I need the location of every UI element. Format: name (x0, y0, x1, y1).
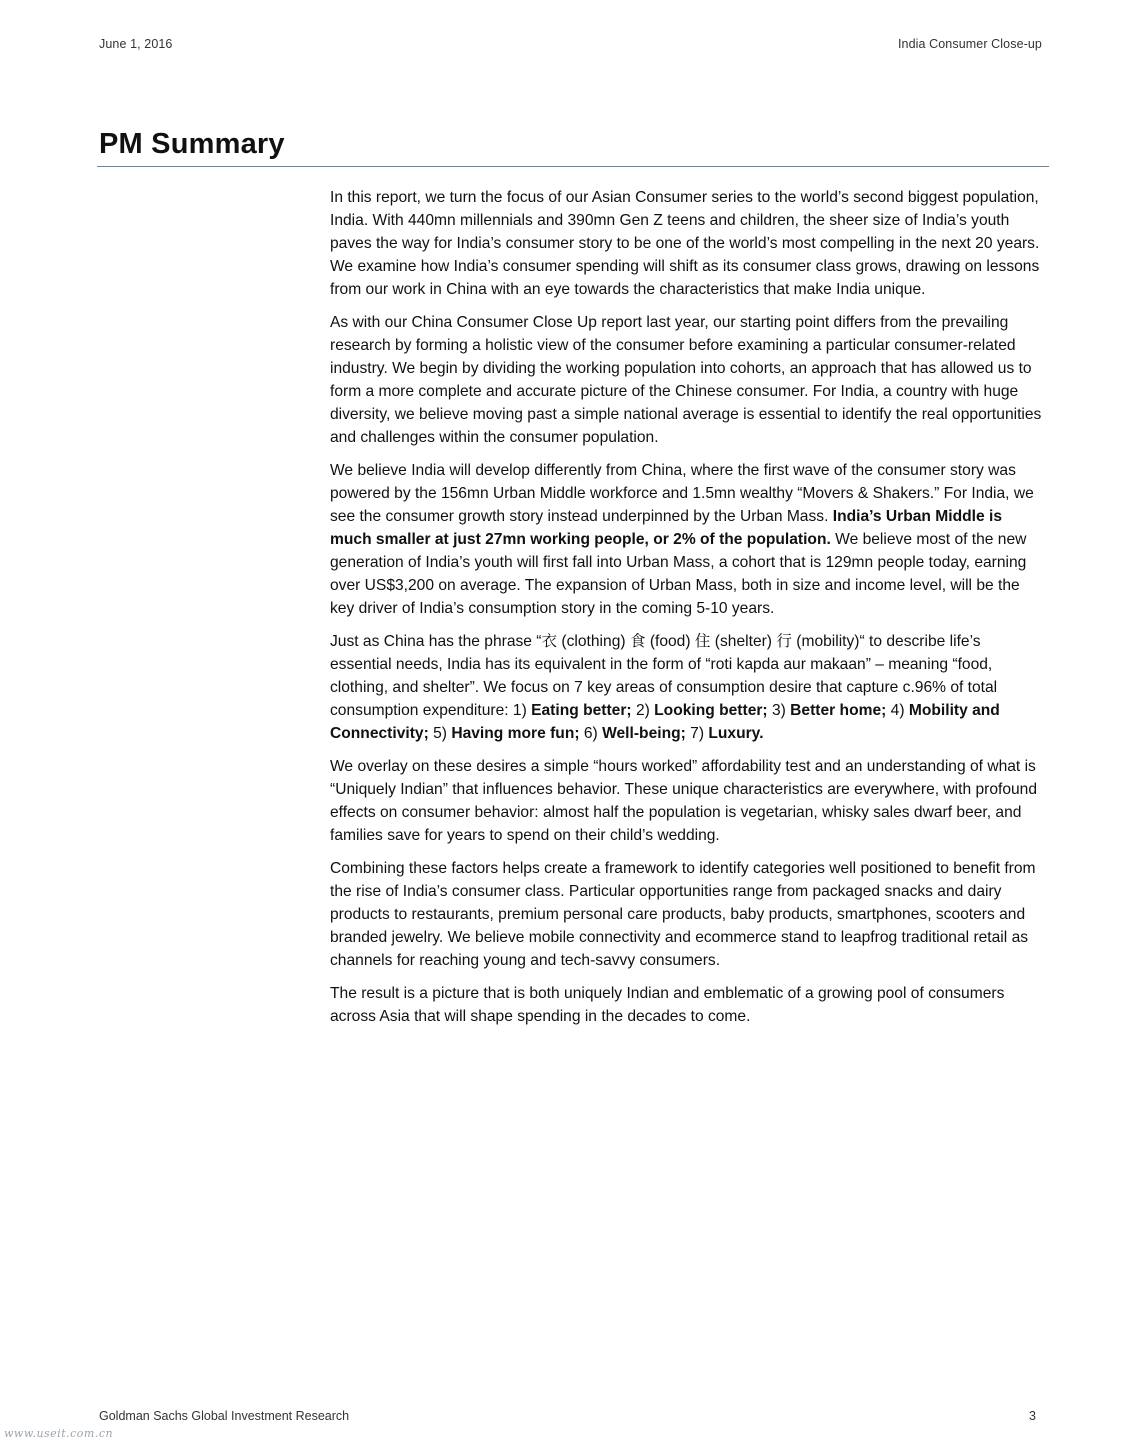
header-report-title: India Consumer Close-up (897, 37, 1042, 51)
summary-body (330, 186, 1044, 1038)
bold-text-run: Well-being; (602, 725, 686, 742)
watermark: www.useit.com.cn (4, 1427, 114, 1440)
page-number: 3 (1029, 1409, 1036, 1423)
header-date: June 1, 2016 (99, 37, 173, 51)
text-run: 2) (631, 702, 655, 719)
text-run: In this report, we turn the focus of our Asian Consumer series to the world’s second biggest population, India. With 440mn millennials and 390mn Gen Z teens and children, the sheer size of India’s youth paves the way for India’s consumer story to be one of the world’s most compelling in the next 20 years. We examine how India’s consumer spending will shift as its consumer class grows, drawing on lessons from our work in China with an eye towards the characteristics that make India unique. (330, 189, 1040, 298)
body-paragraph (330, 186, 1044, 301)
body-paragraph (330, 630, 1044, 745)
bold-text-run: Better home; (790, 702, 887, 719)
body-paragraph (330, 755, 1044, 847)
text-run: The result is a picture that is both uniquely Indian and emblematic of a growing pool of consumers across Asia that will shape spending in the decades to come. (330, 985, 1005, 1025)
bold-text-run: India’s Urban Middle is much smaller at just 27mn working people, or 2% of the population. (330, 508, 1002, 548)
body-paragraph (330, 459, 1044, 620)
text-run: 5) (428, 725, 452, 742)
bold-text-run: Having more fun; (451, 725, 580, 742)
bold-text-run: Eating better; (531, 702, 632, 719)
bold-text-run: Looking better; (654, 702, 768, 719)
text-run: Combining these factors helps create a framework to identify categories well positioned to benefit from the rise of India’s consumer class. Particular opportunities range from packaged snacks and dairy products to restaurants, premium personal care products, baby products, smartphones, scooters and branded jewelry. We believe mobile connectivity and ecommerce stand to leapfrog traditional retail as channels for reaching young and tech-savvy consumers. (330, 860, 1036, 969)
text-run: 7) (685, 725, 709, 742)
text-run: We believe India will develop differently from China, where the first wave of the consumer story was powered by the 156mn Urban Middle workforce and 1.5mn wealthy “Movers & Shakers.” For India, we see the consumer growth story instead underpinned by the Urban Mass. (330, 462, 1034, 525)
section-title: PM Summary (99, 128, 285, 160)
text-run: Just as China has the phrase “衣 (clothing) 食 (food) 住 (shelter) 行 (mobility)“ to describe life’s essential needs, India has its equivalent in the form of “roti kapda aur makaan” – meaning “food, clothing, and shelter”. We focus on 7 key areas of consumption desire that capture c.96% of total consumption expenditure: 1) (330, 633, 998, 719)
bold-text-run: Mobility and Connectivity; (330, 702, 1000, 742)
body-paragraph (330, 311, 1044, 449)
footer-publisher: Goldman Sachs Global Investment Research (99, 1409, 350, 1423)
text-run: We believe most of the new generation of India’s youth will first fall into Urban Mass, a cohort that is 129mn people today, earning over US$3,200 on average. The expansion of Urban Mass, both in size and income level, will be the key driver of India’s consumption story in the coming 5-10 years. (330, 531, 1027, 617)
text-run: 3) (767, 702, 791, 719)
text-run: 4) (886, 702, 909, 719)
text-run: 6) (579, 725, 603, 742)
bold-text-run: Luxury. (708, 725, 764, 742)
body-paragraph (330, 857, 1044, 972)
text-run: We overlay on these desires a simple “hours worked” affordability test and an understanding of what is “Uniquely Indian” that influences behavior. These unique characteristics are everywhere, with profound effects on consumer behavior: almost half the population is vegetarian, whisky sales dwarf beer, and families save for years to spend on their child’s wedding. (330, 758, 1038, 844)
text-run: As with our China Consumer Close Up report last year, our starting point differs from the prevailing research by forming a holistic view of the consumer before examining a particular consumer-related industry. We begin by dividing the working population into cohorts, an approach that has allowed us to form a more complete and accurate picture of the Chinese consumer. For India, a country with huge diversity, we believe moving past a simple national average is essential to identify the real opportunities and challenges within the consumer population. (330, 314, 1042, 446)
body-paragraph (330, 982, 1044, 1028)
title-divider (97, 166, 1049, 167)
